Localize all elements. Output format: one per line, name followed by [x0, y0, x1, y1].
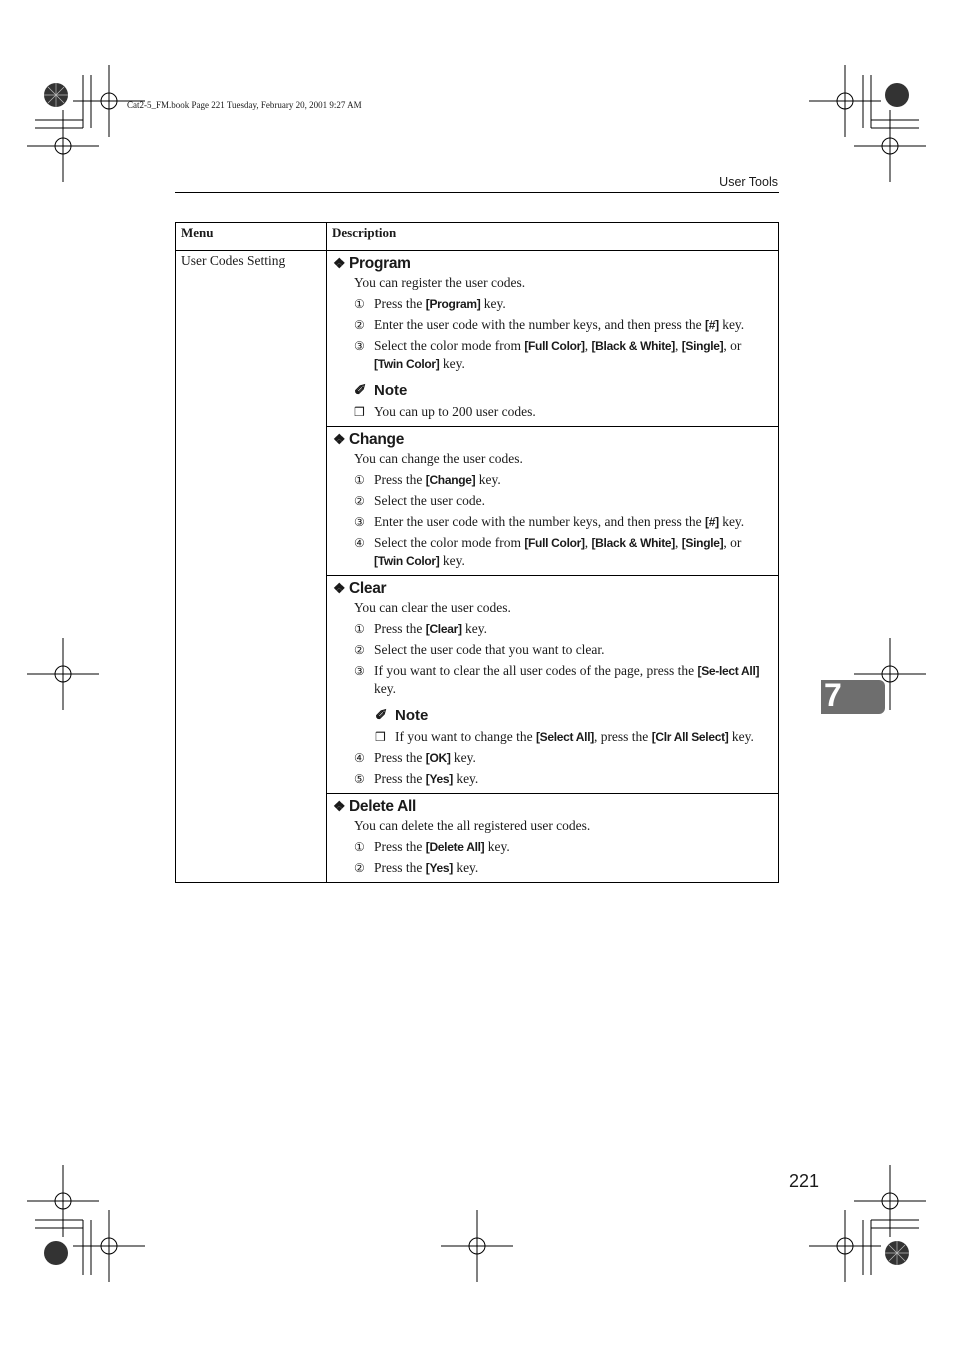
list-item: ① Press the [Clear] key. [354, 621, 488, 636]
program-section [327, 251, 779, 427]
list-item: ② Press the [Yes] key. [354, 860, 479, 875]
section-intro: You can register the user codes. [354, 275, 526, 290]
page-number: 221 [788, 1171, 819, 1191]
list-item: ⑤ Press the [Yes] key. [354, 771, 479, 786]
list-item: ② Enter the user code with the number keys, and then press the [#] key. [354, 317, 745, 332]
list-item: ① Press the [Program] key. [354, 296, 506, 311]
running-head: User Tools [719, 175, 778, 189]
list-item: ① Press the [Change] key. [354, 472, 501, 487]
diamond-icon: ❖ [333, 798, 346, 814]
change-section [327, 427, 779, 576]
list-item: ③ Enter the user code with the number keys, and then press the [#] key. [354, 514, 745, 529]
list-item: ① Press the [Delete All] key. [354, 839, 510, 854]
list-item: ③ If you want to clear the all user codes of the page, press the [Se-lect All] key. [354, 663, 760, 696]
pencil-icon: ✐ [375, 707, 388, 724]
diamond-icon: ❖ [333, 255, 346, 271]
diamond-icon: ❖ [333, 431, 346, 447]
delete-all-section [327, 794, 779, 883]
list-item: ④ Select the color mode from [Full Color], [Black & White], [Single], or [Twin Color] key. [354, 535, 742, 568]
note-item: ❒ If you want to change the [Select All], press the [Clr All Select] key. [375, 729, 754, 744]
table-header-row [176, 223, 779, 251]
list-item: ② Select the user code. [354, 493, 485, 508]
description-header: Description [327, 223, 779, 251]
checkbox-bullet-icon: ❒ [375, 730, 386, 744]
chapter-number: 7 [824, 677, 842, 713]
checkbox-bullet-icon: ❒ [354, 405, 365, 419]
section-title: ❖ Change [333, 431, 405, 448]
note-box: ✐ Note ❒ If you want to change the [Select All], press the [Clr All Select] key. [375, 706, 772, 746]
table-row [176, 251, 779, 427]
section-intro: You can clear the user codes. [354, 600, 511, 615]
chapter-tab [821, 677, 885, 714]
section-intro: You can change the user codes. [354, 451, 523, 466]
list-item: ③ Select the color mode from [Full Color], [Black & White], [Single], or [Twin Color] key. [354, 338, 742, 371]
menu-header: Menu [176, 223, 327, 251]
list-item: ② Select the user code that you want to clear. [354, 642, 605, 657]
note-item: ❒ You can up to 200 user codes. [354, 404, 536, 419]
book-info: Cat2-5_FM.book Page 221 Tuesday, February 20, 2001 9:27 AM [127, 100, 362, 110]
section-title: ❖ Program [333, 255, 411, 272]
note-box: ✐ Note ❒ You can up to 200 user codes. [354, 381, 772, 421]
list-item: ④ Press the [OK] key. [354, 750, 476, 765]
user-codes-table [175, 222, 779, 883]
section-title: ❖ Clear [333, 580, 387, 597]
section-intro: You can delete the all registered user codes. [354, 818, 591, 833]
diamond-icon: ❖ [333, 580, 346, 596]
pencil-icon: ✐ [354, 382, 367, 399]
section-title: ❖ Delete All [333, 798, 417, 815]
header-rule [175, 192, 779, 193]
menu-cell: User Codes Setting [176, 251, 327, 883]
clear-section [327, 576, 779, 794]
